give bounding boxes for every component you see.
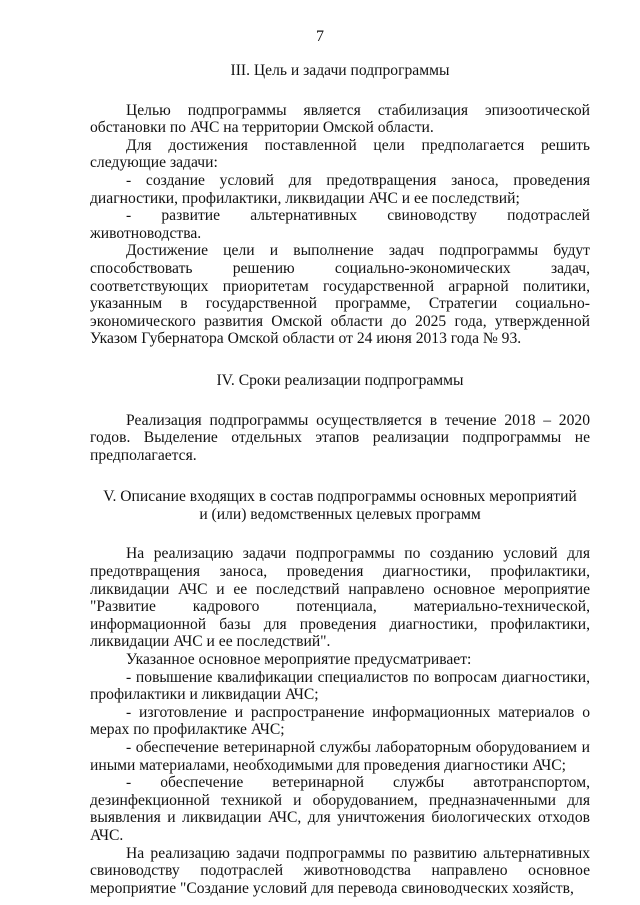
section-3-heading: III. Цель и задачи подпрограммы bbox=[230, 62, 450, 79]
page-number: 7 bbox=[316, 28, 324, 45]
section-4-heading: IV. Сроки реализации подпрограммы bbox=[216, 371, 464, 389]
section-3-paragraph: Для достижения поставленной цели предполагается решить следующие задачи: bbox=[90, 136, 590, 172]
section-3-paragraph: Достижение цели и выполнение задач подпрограммы будут способствовать решению социально-экономических задач, соответствующих приоритетам государственной аграрной политики, указанным в государственной программе, Стратегии социально-экономического развития Омской области до 2025 года, утвержденной Указом Губернатора Омской области от 24 июня 2013 года № 93. bbox=[90, 242, 590, 348]
section-3-list-item: - создание условий для предотвращения заноса, проведения диагностики, профилактики, ликвидации АЧС и ее последствий; bbox=[90, 171, 590, 207]
section-5-list-item: - изготовление и распространение информационных материалов о мерах по профилактике АЧС; bbox=[90, 703, 590, 739]
section-5-list-item: - обеспечение ветеринарной службы лабораторным оборудованием и иными материалами, необходимыми для проведения диагностики АЧС; bbox=[90, 739, 590, 774]
section-5-list-item: - повышение квалификации специалистов по вопросам диагностики, профилактики и ликвидации АЧС; bbox=[90, 668, 590, 704]
section-3-list-item: - развитие альтернативных свиноводству подотраслей животноводства. bbox=[90, 207, 590, 242]
section-4-paragraph: Реализация подпрограммы осуществляется в течение 2018 – 2020 годов. Выделение отдельных этапов реализации подпрограммы не предполагается. bbox=[90, 411, 590, 464]
section-5-heading-line-2: и (или) ведомственных целевых программ bbox=[199, 505, 481, 523]
document-body bbox=[90, 62, 590, 897]
section-5-paragraph: Указанное основное мероприятие предусматривает: bbox=[126, 651, 472, 669]
section-5-paragraph: На реализацию задачи подпрограммы по созданию условий для предотвращения заноса, проведения диагностики, профилактики, ликвидации АЧС и ее последствий направлено основное мероприятие "Развитие кадрового потенциала, материально-технической, информационной базы для проведения диагностики, профилактики, ликвидации АЧС и ее последствий". bbox=[90, 545, 590, 651]
section-5-paragraph: На реализацию задачи подпрограммы по развитию альтернативных свиноводству подотраслей животноводства направлено основное мероприятие "Создание условий для перевода свиноводческих хозяйств, bbox=[90, 844, 590, 897]
section-3-paragraph: Целью подпрограммы является стабилизация эпизоотической обстановки по АЧС на территории Омской области. bbox=[90, 101, 590, 137]
section-5-heading-line-1: V. Описание входящих в состав подпрограммы основных мероприятий bbox=[103, 488, 577, 506]
section-5-list-item: - обеспечение ветеринарной службы автотранспортом, дезинфекционной техникой и оборудованием, предназначенными для выявления и ликвидации АЧС, для уничтожения биологических отходов АЧС. bbox=[90, 774, 590, 844]
